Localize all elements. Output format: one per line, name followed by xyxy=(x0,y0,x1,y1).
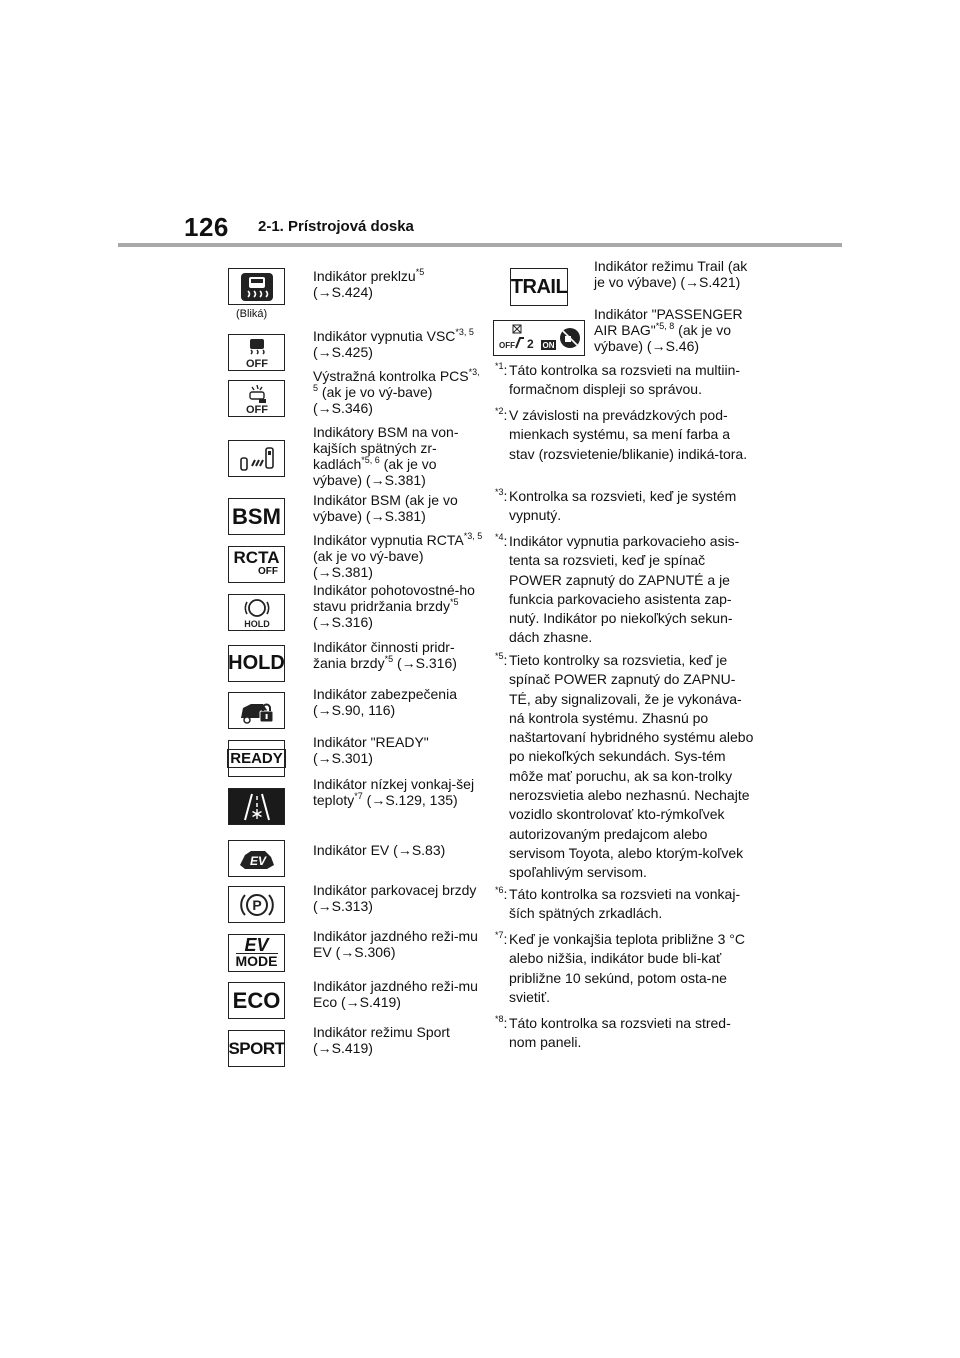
off-wordmark: OFF xyxy=(258,565,278,577)
page-ref: (→S.316) xyxy=(313,614,373,630)
row-label: Indikátor pohotovostné-ho stavu pridržania brzdy xyxy=(313,582,475,614)
footnote-ref: *5, 6 xyxy=(361,455,380,465)
footnote-text: Keď je vonkajšia teplota približne 3 °C alebo nižšia, indikátor bude bli-kať približne 10 sekúnd, potom osta-ne svietiť. xyxy=(509,931,745,1005)
footnote-mark: $^{*2}$: xyxy=(495,406,508,423)
footnote-text: Tieto kontrolky sa rozsvietia, keď je spínač POWER zapnutý do ZAPNU-TÉ, aby signalizovali, že je vykonáva-ná kontrola systému. Zhasnú po naštartovaní hybridného systému alebo po niekoľkých sekundách. Sys-tém môže mať poruchu, ak sa kon-trolky nerozsvietia alebo nezhasnú. Nechajte vozidlo skontrolovať kto-rýmkoľvek autorizovaným predajcom alebo servisom Toyota, alebo ktorým-koľvek spoľahlivým servisom. xyxy=(509,652,754,881)
footnote-text: Kontrolka sa rozsvieti, keď je systém vypnutý. xyxy=(509,488,737,524)
footnote-text: Indikátor vypnutia parkovacieho asis-tenta sa rozsvieti, keď je spínač POWER zapnutý do ZAPNUTÉ a je funkcia parkovacieho asistenta zap-nutý. Indikátor po niekoľkých sekun-dách zhasne. xyxy=(509,533,740,646)
blink-caption: (Bliká) xyxy=(236,308,268,320)
row-label: Indikátor činnosti pridr-žania brzdy xyxy=(313,639,455,671)
page-ref: (ak je vo vý-bave) (→S.381) xyxy=(313,548,424,580)
eco-wordmark: ECO xyxy=(232,987,281,1013)
vsc-off-icon xyxy=(228,334,285,371)
footnote-mark: $^{*5}$: xyxy=(495,651,508,668)
row-label: Indikátor preklzu xyxy=(313,268,416,284)
rcta-off-icon xyxy=(228,546,285,583)
eco-icon xyxy=(228,982,285,1019)
page-ref: (→S.316) xyxy=(397,655,457,671)
brake-hold-standby-text xyxy=(313,582,483,630)
footnote-4 xyxy=(495,532,755,648)
row-label: Výstražná kontrolka PCS xyxy=(313,368,469,384)
footnote-text: Táto kontrolka sa rozsvieti na vonkaj-ších spätných zrkadlách. xyxy=(509,886,741,922)
pcs-warning-text xyxy=(313,368,483,416)
mode-wordmark: MODE xyxy=(235,952,278,969)
row-label: Indikátor "PASSENGER AIR BAG" xyxy=(594,306,743,338)
footnote-mark: $^{*6}$: xyxy=(495,885,508,902)
footnote-ref: *5 xyxy=(384,654,394,664)
footnote-8 xyxy=(495,1014,755,1053)
vsc-off-text xyxy=(313,328,483,360)
security-icon xyxy=(228,692,285,729)
pcs-warning-icon xyxy=(228,380,285,417)
low-temp-icon xyxy=(228,788,285,825)
brake-hold-standby-icon xyxy=(228,594,285,631)
slip-indicator-text xyxy=(313,268,483,300)
ev-mode-icon xyxy=(228,934,285,972)
footnote-text: Táto kontrolka sa rozsvieti na multiin-formačnom displeji so správou. xyxy=(509,362,741,398)
sport-text: Indikátor režimu Sport (→S.419) xyxy=(313,1024,450,1056)
hold-wordmark: HOLD xyxy=(228,652,285,674)
svg-text:OFF: OFF xyxy=(245,357,268,369)
footnote-ref: *5 xyxy=(415,267,425,277)
footnote-mark: $^{*4}$: xyxy=(495,532,508,549)
trail-wordmark: TRAIL xyxy=(510,275,568,298)
footnote-mark: $^{*7}$: xyxy=(495,930,508,947)
footnote-mark: $^{*8}$: xyxy=(495,1014,508,1031)
brake-hold-operated-text xyxy=(313,639,483,671)
page-ref: (ak je vo vý-bave) (→S.346) xyxy=(313,384,433,416)
passenger-airbag-text xyxy=(594,306,759,354)
row-label: Indikátor nízkej vonkaj-šej teploty xyxy=(313,776,475,808)
row-label: Indikátor vypnutia RCTA xyxy=(313,532,464,548)
rcta-wordmark: RCTA xyxy=(233,547,280,567)
page-ref: (ak je vo výbave) (→S.381) xyxy=(313,456,437,488)
ev-text: Indikátor EV (→S.83) xyxy=(313,842,446,858)
parking-brake-icon xyxy=(228,886,285,923)
footnote-ref: *7 xyxy=(354,791,363,801)
bsm-icon xyxy=(228,498,285,535)
footnote-ref: *3, 5 xyxy=(455,327,474,337)
footnote-2 xyxy=(495,406,755,464)
parking-brake-text: Indikátor parkovacej brzdy (→S.313) xyxy=(313,882,477,914)
footnote-7 xyxy=(495,930,755,1007)
ready-icon xyxy=(228,740,285,777)
sport-icon xyxy=(228,1030,285,1067)
trail-text: Indikátor režimu Trail (ak je vo výbave) (→S.421) xyxy=(594,258,748,290)
brake-hold-operated-icon xyxy=(228,645,285,682)
footnote-6 xyxy=(495,885,755,924)
page-ref: (→S.129, 135) xyxy=(366,792,458,808)
slip-indicator-icon xyxy=(228,268,285,305)
rcta-off-text xyxy=(313,532,483,580)
p-wordmark: P xyxy=(251,896,262,913)
footnote-ref: *5 xyxy=(449,597,459,607)
airbag-off-wordmark: OFF xyxy=(499,341,515,350)
header-divider xyxy=(118,243,842,247)
page-ref: (→S.424) xyxy=(313,284,373,300)
security-text: Indikátor zabezpečenia (→S.90, 116) xyxy=(313,686,457,718)
ready-wordmark: READY xyxy=(227,749,286,768)
eco-text: Indikátor jazdného reži-mu Eco (→S.419) xyxy=(313,978,478,1010)
footnote-ref: *5, 8 xyxy=(655,321,675,331)
sport-wordmark: SPORT xyxy=(228,1038,285,1058)
page-number: 126 xyxy=(184,212,229,242)
ev-wordmark: EV xyxy=(244,934,269,955)
trail-icon xyxy=(510,268,568,306)
svg-text:OFF: OFF xyxy=(245,403,268,415)
footnote-mark: $^{*3}$: xyxy=(495,487,508,504)
ev-wordmark: EV xyxy=(249,853,266,868)
ev-mode-text: Indikátor jazdného reži-mu EV (→S.306) xyxy=(313,928,478,960)
ready-text: Indikátor "READY" (→S.301) xyxy=(313,734,429,766)
footnote-text: Táto kontrolka sa rozsvieti na stred-nom paneli. xyxy=(509,1015,731,1051)
footnote-text: V závislosti na prevádzkových pod-mienkach systému, sa mení farba a stav (rozsvietenie/blikanie) indiká-tora. xyxy=(509,407,748,462)
row-label: Indikátory BSM na von-kajších spätných zr-kadlách xyxy=(313,424,459,472)
bsm-mirror-icon xyxy=(228,440,285,477)
bsm-mirror-text xyxy=(313,424,483,488)
footnote-1 xyxy=(495,361,755,400)
low-temp-text xyxy=(313,776,483,808)
footnote-ref: *3, 5 xyxy=(313,367,480,393)
ev-icon xyxy=(228,840,285,877)
footnote-ref: *3, 5 xyxy=(463,531,483,541)
footnote-5 xyxy=(495,651,755,883)
bsm-wordmark: BSM xyxy=(232,503,281,529)
svg-text:2: 2 xyxy=(527,337,534,351)
footnote-mark: $^{*1}$: xyxy=(495,361,508,378)
footnote-3 xyxy=(495,487,755,526)
hold-small-wordmark: HOLD xyxy=(243,618,270,629)
page-ref: (→S.425) xyxy=(313,344,373,360)
passenger-airbag-icon xyxy=(493,320,585,356)
airbag-on-wordmark: ON xyxy=(542,341,555,350)
section-title: 2-1. Prístrojová doska xyxy=(258,218,414,235)
row-label: Indikátor vypnutia VSC xyxy=(313,328,456,344)
bsm-text: Indikátor BSM (ak je vo výbave) (→S.381) xyxy=(313,492,458,524)
page-ref: (ak je vo výbave) (→S.46) xyxy=(594,322,732,354)
